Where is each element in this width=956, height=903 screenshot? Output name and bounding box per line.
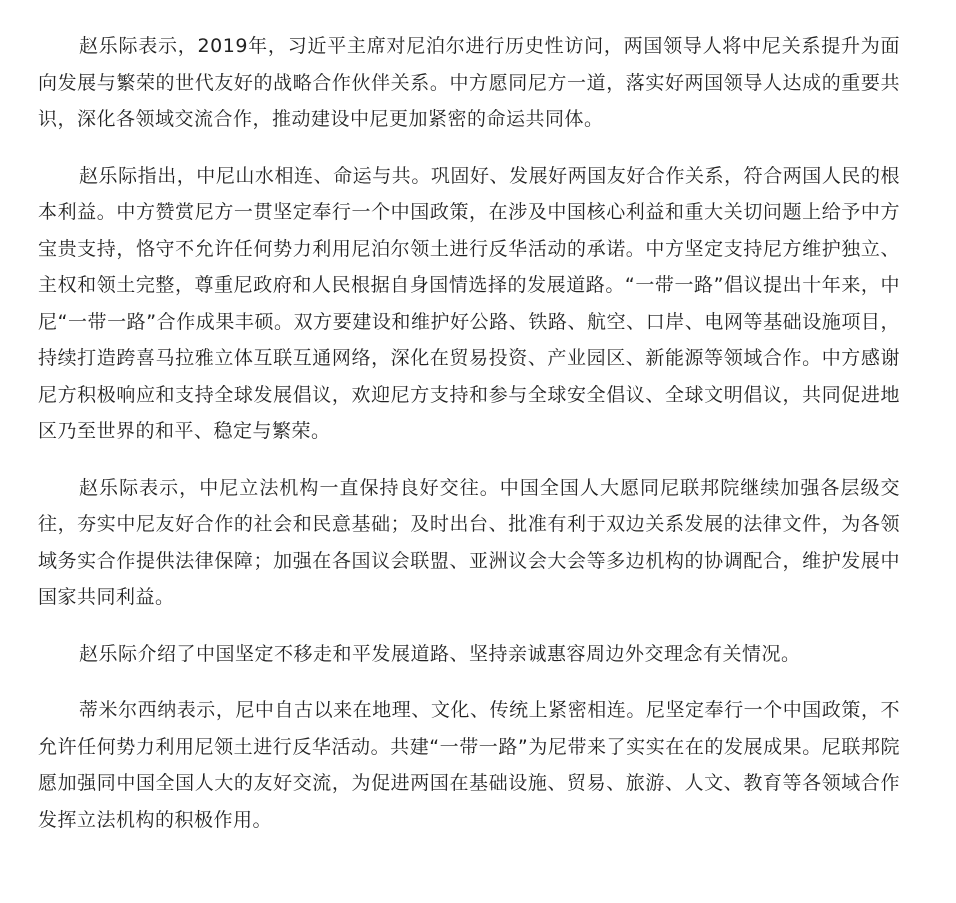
paragraph-1: 赵乐际表示，2019年，习近平主席对尼泊尔进行历史性访问，两国领导人将中尼关系提升为面向发展与繁荣的世代友好的战略合作伙伴关系。中方愿同尼方一道，落实好两国领导人达成的重要共识，深化各领域交流合作，推动建设中尼更加紧密的命运共同体。 — [38, 35, 900, 130]
paragraph-4: 赵乐际介绍了中国坚定不移走和平发展道路、坚持亲诚惠容周边外交理念有关情况。 — [79, 642, 801, 665]
paragraph-2: 赵乐际指出，中尼山水相连、命运与共。巩固好、发展好两国友好合作关系，符合两国人民的根本利益。中方赞赏尼方一贯坚定奉行一个中国政策，在涉及中国核心利益和重大关切问题上给予中方宝贵支持，恪守不允许任何势力利用尼泊尔领土进行反华活动的承诺。中方坚定支持尼方维护独立、主权和领土完整，尊重尼政府和人民根据自身国情选择的发展道路。“一带一路”倡议提出十年来，中尼“一带一路”合作成果丰硕。双方要建设和维护好公路、铁路、航空、口岸、电网等基础设施项目，持续打造跨喜马拉雅立体互联互通网络，深化在贸易投资、产业园区、新能源等领域合作。中方感谢尼方积极响应和支持全球发展倡议，欢迎尼方支持和参与全球安全倡议、全球文明倡议，共同促进地区乃至世界的和平、稳定与繁荣。 — [38, 164, 900, 442]
paragraph-3: 赵乐际表示，中尼立法机构一直保持良好交往。中国全国人大愿同尼联邦院继续加强各层级交往，夯实中尼友好合作的社会和民意基础；及时出台、批准有利于双边关系发展的法律文件，为各领域务实合作提供法律保障；加强在各国议会联盟、亚洲议会大会等多边机构的协调配合，维护发展中国家共同利益。 — [38, 476, 900, 608]
paragraph-5: 蒂米尔西纳表示，尼中自古以来在地理、文化、传统上紧密相连。尼坚定奉行一个中国政策，不允许任何势力利用尼领土进行反华活动。共建“一带一路”为尼带来了实实在在的发展成果。尼联邦院愿加强同中国全国人大的友好交流，为促进两国在基础设施、贸易、旅游、人文、教育等各领域合作发挥立法机构的积极作用。 — [38, 699, 900, 831]
article-body — [38, 28, 900, 858]
